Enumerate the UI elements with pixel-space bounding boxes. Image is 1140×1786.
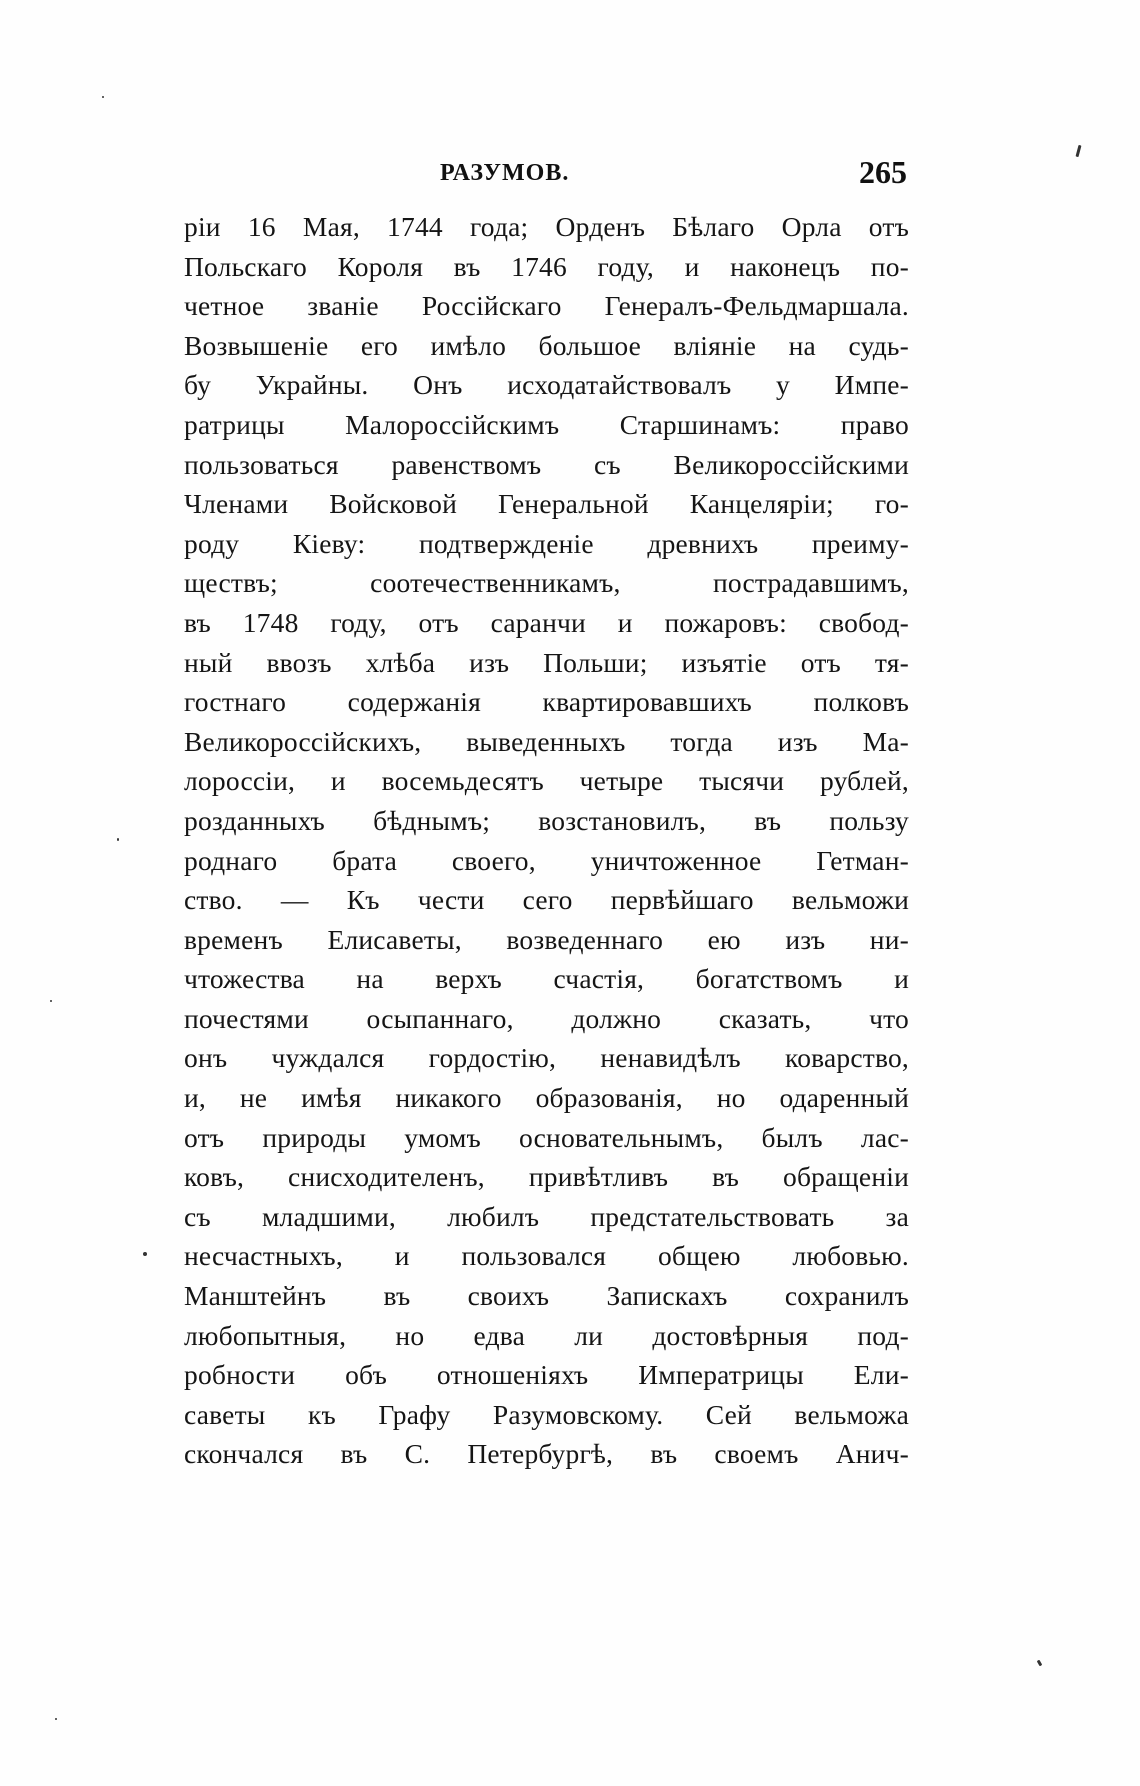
text-line: бу Украйны. Онъ исходатайствовалъ у Импе- [184,369,909,401]
text-line: пользоваться равенствомъ съ Великороссiйскими [184,448,909,480]
text-line: временъ Елисаветы, возведеннаго ею изъ ни- [184,923,909,955]
text-line: отъ природы умомъ основательнымъ, былъ лас- [184,1121,909,1153]
text-line: розданныхъ бѣднымъ; возстановилъ, въ пользу [184,804,909,836]
text-line: онъ чуждался гордостiю, ненавидѣлъ коварство, [184,1042,909,1074]
text-line: чтожества на верхъ счастiя, богатствомъ и [184,963,909,995]
page-number: 265 [859,154,907,190]
text-line: ный ввозъ хлѣба изъ Польши; изъятiе отъ тя- [184,646,909,678]
running-head [185,154,915,200]
running-title: РАЗУМОВ. [440,160,570,186]
text-line: съ младшими, любилъ предстательствовать за [184,1200,909,1232]
text-line: Возвышенiе его имѣло большое влiянiе на судь- [184,329,909,361]
scan-speck [50,1000,52,1002]
text-line: Манштейнъ въ своихъ Запискахъ сохранилъ [184,1280,909,1312]
text-line: роду Кiеву: подтвержденiе древнихъ преиму- [184,527,909,559]
scan-speck [143,1252,147,1256]
scan-speck [1037,1660,1043,1667]
text-line: Польскаго Короля въ 1746 году, и наконецъ по- [184,250,909,282]
text-line: саветы къ Графу Разумовскому. Сей вельможа [184,1398,909,1430]
text-line: гостнаго содержанiя квартировавшихъ полковъ [184,686,909,718]
scan-speck [117,838,119,841]
text-line: несчастныхъ, и пользовался общею любовью. [184,1240,909,1272]
text-line: ство. — Къ чести сего первѣйшаго вельможи [184,884,909,916]
text-line: любопытныя, но едва ли достовѣрныя под- [184,1319,909,1351]
text-line: ратрицы Малороссiйскимъ Старшинамъ: право [184,408,909,440]
text-line: роднаго брата своего, уничтоженное Гетман- [184,844,909,876]
text-line: рiи 16 Мая, 1744 года; Орденъ Бѣлаго Орла отъ [184,211,909,242]
text-line: Членами Войсковой Генеральной Канцелярiи; го- [184,488,909,520]
text-line: Великороссiйскихъ, выведенныхъ тогда изъ Ма- [184,725,909,757]
scan-speck [102,96,104,98]
text-line: и, не имѣя никакого образованiя, но одаренный [184,1082,909,1114]
text-line: робности объ отношенiяхъ Императрицы Ели- [184,1359,909,1391]
text-line: скончался въ С. Петербургѣ, въ своемъ Анич- [184,1438,909,1470]
scan-speck [1075,145,1081,157]
text-line: ковъ, снисходителенъ, привѣтливъ въ обращенiи [184,1161,909,1193]
scan-speck [55,1718,57,1720]
text-line: ществъ; соотечественникамъ, пострадавшимъ, [184,567,909,599]
text-line: почестями осыпаннаго, должно сказать, что [184,1002,909,1034]
body-text [184,207,909,1474]
text-line: въ 1748 году, отъ саранчи и пожаровъ: свобод- [184,606,909,638]
text-line: лороссiи, и восемьдесятъ четыре тысячи рублей, [184,765,909,797]
text-line: четное званiе Россiйскаго Генералъ-Фельдмаршала. [184,290,909,322]
